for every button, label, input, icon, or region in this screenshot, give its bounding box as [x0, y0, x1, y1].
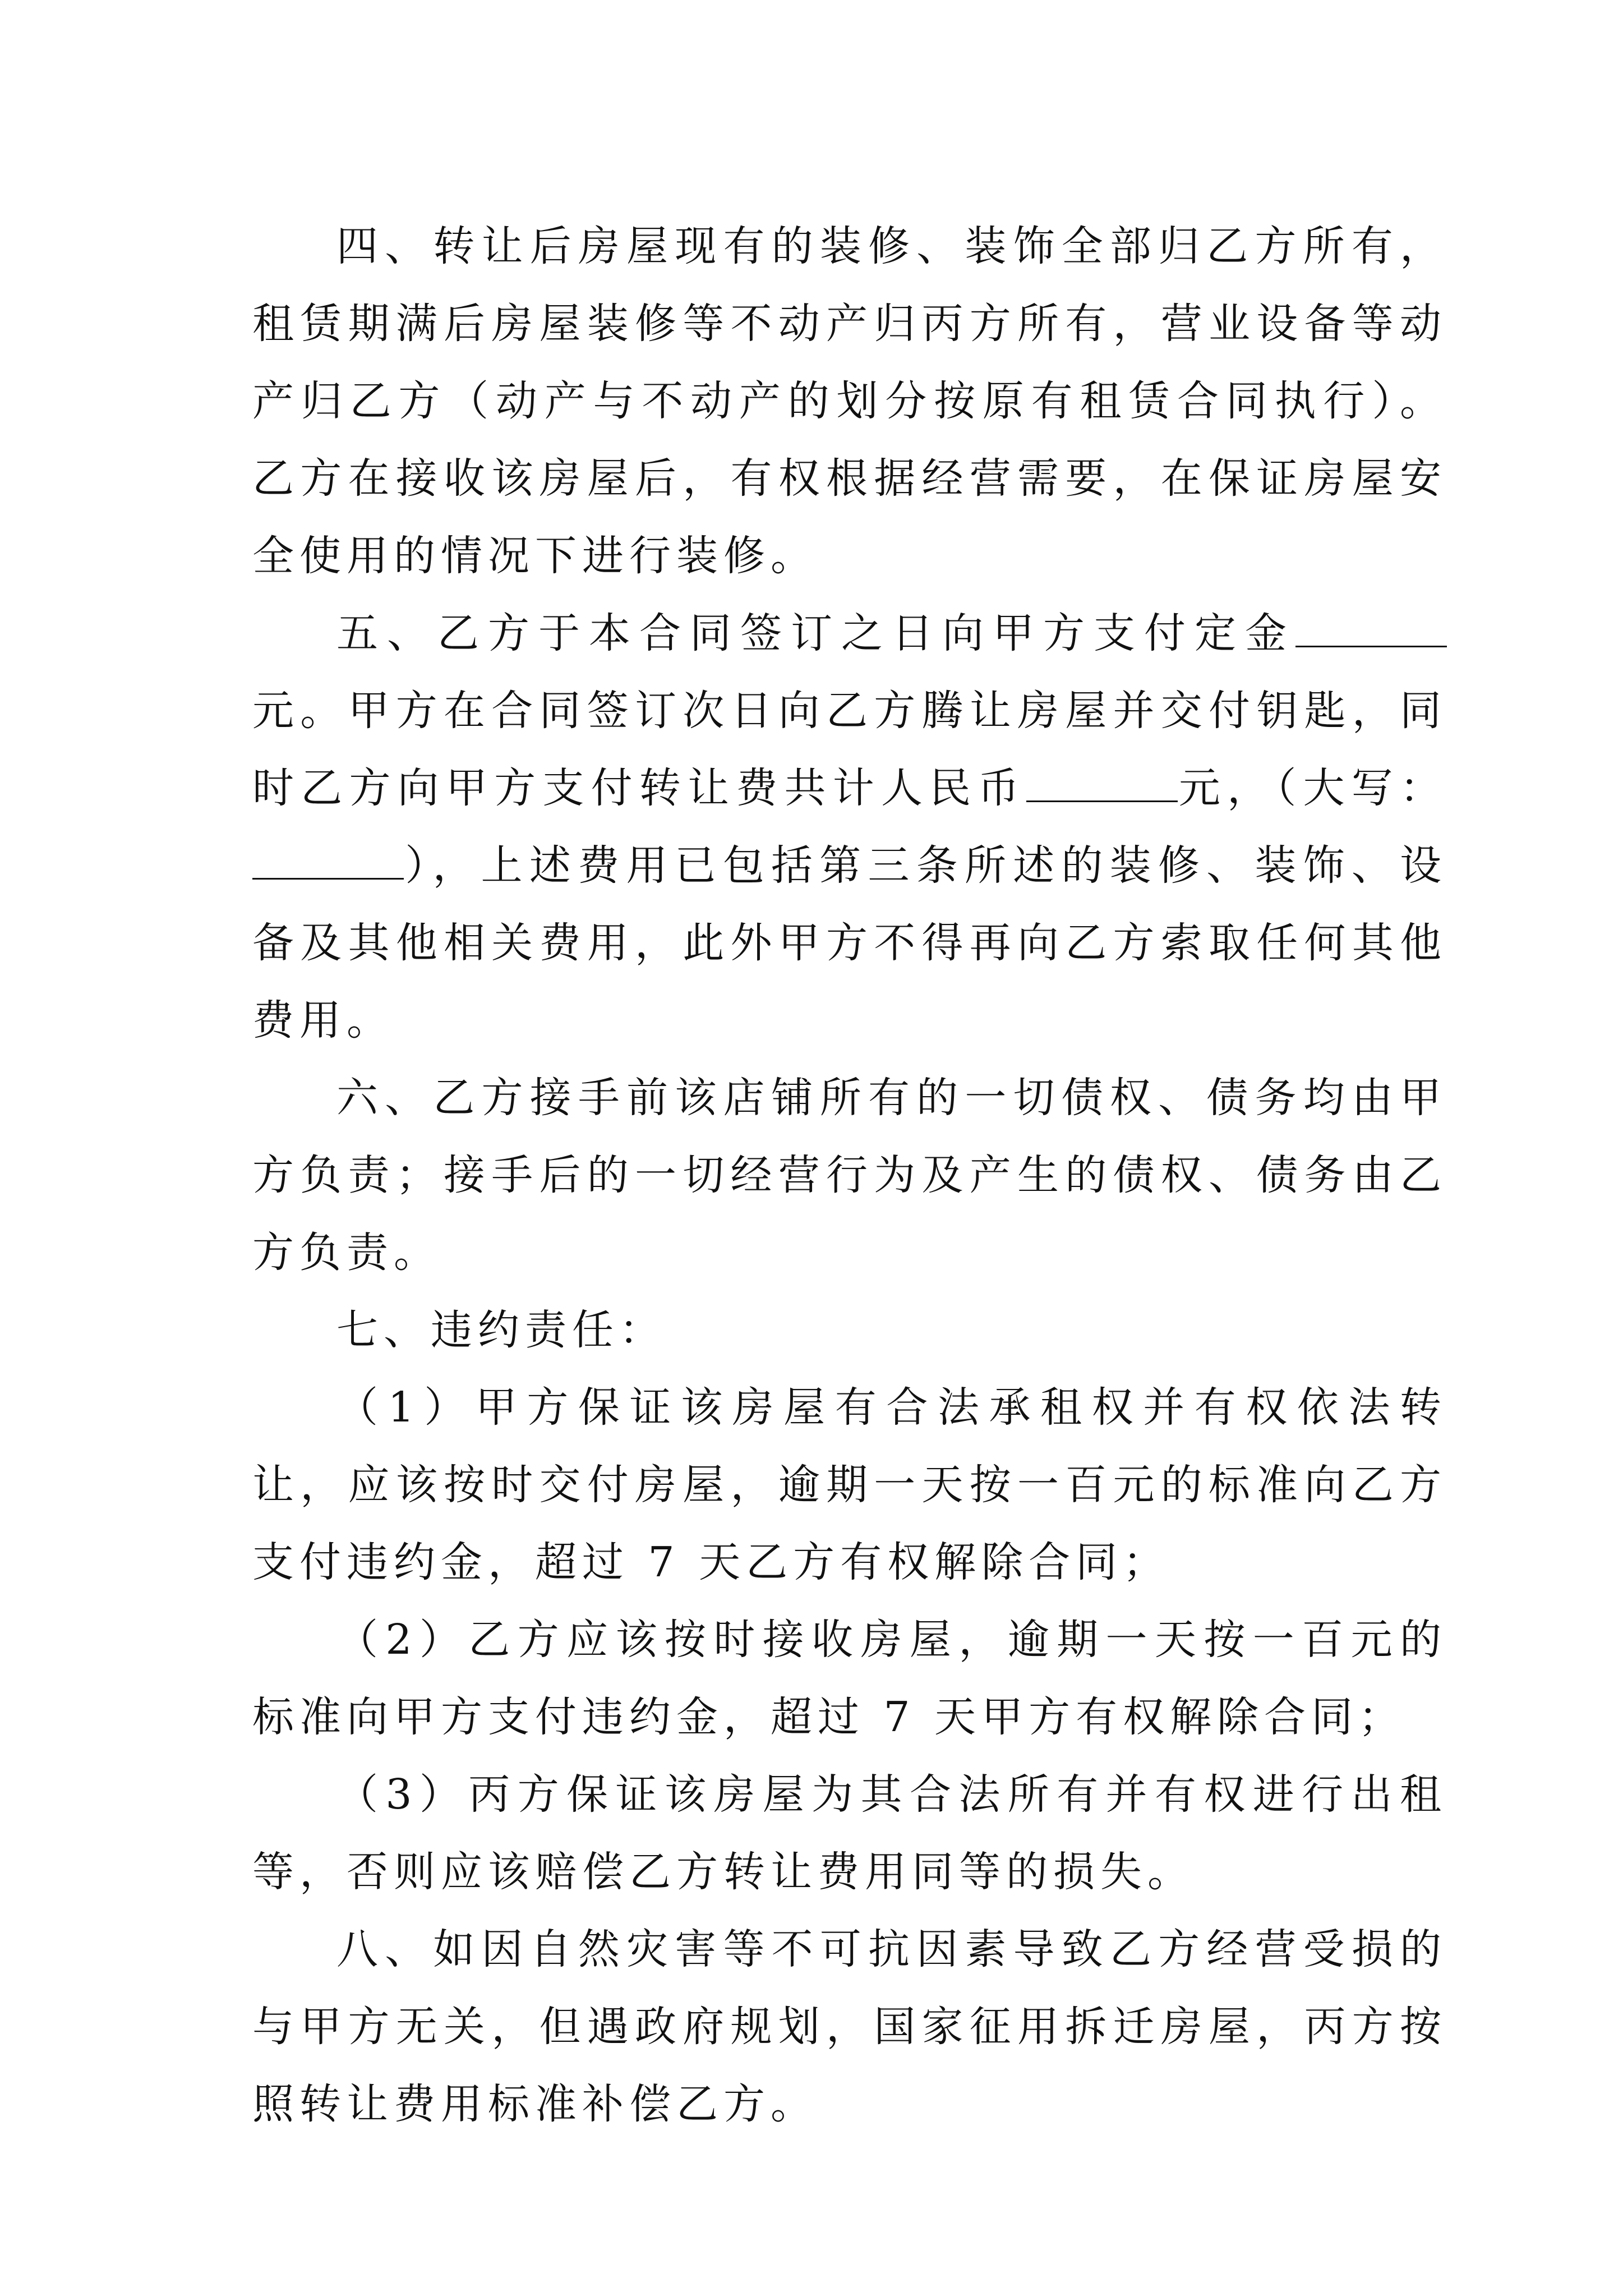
clause-5-text-2: 元。甲方在合同签订次日向乙方腾让房屋并交付钥匙，同时乙方向甲方支付转让费共计人民币: [252, 687, 1447, 812]
transfer-fee-amount-blank: [1026, 765, 1178, 802]
clause-7-item-3: （3）丙方保证该房屋为其合法所有并有权进行出租等，否则应该赔偿乙方转让费用同等的损失。: [252, 1770, 1447, 1896]
clause-5: [252, 595, 1447, 1059]
clause-7-item-2: （2）乙方应该按时接收房屋，逾期一天按一百元的标准向甲方支付违约金，超过 7 天甲方有权解除合同；: [252, 1616, 1447, 1741]
clause-7-heading: 七、违约责任：: [336, 1306, 666, 1354]
clause-5-text-1: 五、乙方于本合同签订之日向甲方支付定金: [336, 609, 1295, 657]
clause-7-item-1: （1）甲方保证该房屋有合法承租权并有权依法转让，应该按时交付房屋，逾期一天按一百元的标准向乙方支付违约金，超过 7 天乙方有权解除合同；: [252, 1383, 1447, 1586]
clause-5-text-4: ），上述费用已包括第三条所述的装修、装饰、设备及其他相关费用，此外甲方不得再向乙方索取任何其他费用。: [252, 841, 1447, 1045]
clause-5-text-3: 元，（大写：: [1177, 764, 1447, 812]
clause-4: 四、转让后房屋现有的装修、装饰全部归乙方所有，租赁期满后房屋装修等不动产归丙方所有，营业设备等动产归乙方（动产与不动产的划分按原有租赁合同执行）。乙方在接收该房屋后，有权根据经营需要，在保证房屋安全使用的情况下进行装修。: [252, 222, 1447, 580]
deposit-amount-blank: [1295, 610, 1447, 647]
clause-6: 六、乙方接手前该店铺所有的一切债权、债务均由甲方负责；接手后的一切经营行为及产生的债权、债务由乙方负责。: [252, 1074, 1447, 1277]
clause-8: 八、如因自然灾害等不可抗因素导致乙方经营受损的与甲方无关，但遇政府规划，国家征用拆迁房屋，丙方按照转让费用标准补偿乙方。: [252, 1925, 1447, 2128]
transfer-fee-uppercase-blank: [252, 842, 404, 880]
document-body: [252, 208, 1447, 2143]
